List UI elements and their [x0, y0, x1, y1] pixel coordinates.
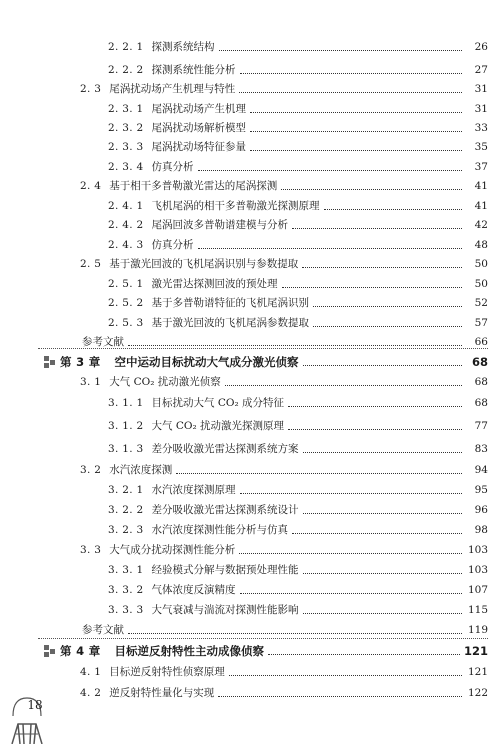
toc-entry-page: 27 [474, 64, 488, 76]
leader-dots [302, 266, 462, 268]
toc-entry-page: 94 [474, 464, 488, 476]
toc-entry-number: 2. 5. 1 [108, 278, 144, 290]
toc-entry-title: 探测系统性能分析 [151, 64, 236, 76]
leader-dots [303, 451, 463, 453]
toc-entry-page: 83 [474, 443, 488, 455]
toc-entry-title: 尾涡回波多普勒谱建模与分析 [151, 219, 288, 231]
leader-dots [292, 532, 462, 534]
toc-chapter-title: 目标逆反射特性主动成像侦察 [114, 644, 265, 658]
leader-dots [288, 405, 462, 407]
toc-chapter-page: 121 [463, 644, 488, 658]
separator [38, 638, 488, 639]
toc-entry-title: 尾涡扰动场解析模型 [151, 122, 246, 134]
toc-entry-title: 大气成分扰动探测性能分析 [109, 544, 236, 556]
toc-entry-title: 水汽浓度探测原理 [151, 484, 236, 496]
toc-entry-number: 3. 3. 2 [108, 584, 144, 596]
leader-dots [313, 305, 462, 307]
separator [38, 348, 488, 349]
toc-entry-number: 3. 2 [80, 464, 102, 476]
toc-entry-title: 大气衰减与湍流对探测性能影响 [151, 604, 299, 616]
toc-entry-page: 33 [474, 122, 488, 134]
toc-entry-page: 37 [474, 161, 488, 173]
toc-entry-page: 48 [474, 239, 488, 251]
toc-entry[interactable] [108, 519, 488, 541]
toc-entry-number: 2. 3 [80, 83, 102, 95]
page-number: 18 [27, 698, 43, 712]
leader-dots [240, 592, 463, 594]
toc-chapter-title: 空中运动目标扰动大气成分激光侦察 [114, 355, 299, 369]
toc-entry-title: 基于激光回波的飞机尾涡参数提取 [151, 317, 309, 329]
toc-entry-title: 目标逆反射特性侦察原理 [109, 666, 225, 678]
toc-entry-number: 3. 1. 2 [108, 420, 144, 432]
leader-dots [303, 572, 463, 574]
toc-entry-number: 2. 3. 1 [108, 103, 144, 115]
toc-entry-page: 31 [474, 83, 488, 95]
leader-dots [268, 653, 460, 655]
leader-dots [239, 552, 462, 554]
leader-dots [198, 169, 463, 171]
toc-references[interactable] [82, 331, 488, 353]
toc-entry-title: 尾涡扰动场特征参量 [151, 141, 246, 153]
leader-dots [128, 344, 462, 346]
toc-entry-number: 2. 5. 2 [108, 297, 144, 309]
toc-entry-number: 2. 3. 2 [108, 122, 144, 134]
toc-section[interactable] [80, 682, 488, 704]
toc-chapter-number: 第 3 章 [60, 355, 101, 369]
toc-entry-title: 探测系统结构 [151, 41, 215, 53]
toc-entry-page: 50 [474, 278, 488, 290]
leader-dots [250, 111, 462, 113]
leader-dots [282, 286, 463, 288]
toc-entry-page: 66 [474, 336, 488, 348]
leader-dots [288, 428, 462, 430]
toc-entry-title: 水汽浓度探测性能分析与仿真 [151, 524, 288, 536]
toc-section[interactable] [80, 459, 488, 481]
toc-entry-title: 仿真分析 [151, 161, 194, 173]
toc-entry[interactable] [108, 292, 488, 314]
toc-entry-title: 尾涡扰动场产生机理与特性 [109, 83, 236, 95]
toc-entry-number: 3. 1 [80, 376, 102, 388]
toc-entry[interactable] [108, 214, 488, 236]
chapter-bullet-icon [44, 356, 58, 368]
toc-entry-number: 4. 1 [80, 666, 102, 678]
leader-dots [303, 512, 463, 514]
toc-entry-page: 96 [474, 504, 488, 516]
toc-entry-title: 气体浓度反演精度 [151, 584, 236, 596]
toc-entry[interactable] [108, 499, 488, 521]
toc-entry-page: 98 [474, 524, 488, 536]
toc-entry-page: 57 [474, 317, 488, 329]
toc-entry-title: 差分吸收激光雷达探测系统方案 [151, 443, 299, 455]
toc-entry-number: 3. 1. 3 [108, 443, 144, 455]
toc-entry-number: 2. 3. 4 [108, 161, 144, 173]
toc-entry-number: 2. 4. 2 [108, 219, 144, 231]
toc-entry-number: 3. 2. 2 [108, 504, 144, 516]
leader-dots [225, 384, 462, 386]
toc-section[interactable] [80, 175, 488, 197]
leader-dots [281, 188, 462, 190]
leader-dots [313, 325, 462, 327]
toc-section[interactable] [80, 539, 488, 561]
toc-entry-number: 2. 5. 3 [108, 317, 144, 329]
toc-entry-page: 103 [467, 564, 488, 576]
toc-entry-page: 52 [474, 297, 488, 309]
leader-dots [324, 208, 463, 210]
leader-dots [218, 695, 462, 697]
leader-dots [292, 227, 462, 229]
leader-dots [128, 632, 462, 634]
toc-entry-title: 水汽浓度探测 [109, 464, 173, 476]
toc-entry[interactable] [108, 579, 488, 601]
leader-dots [303, 612, 463, 614]
toc-entry-title: 经验模式分解与数据预处理性能 [151, 564, 299, 576]
toc-entry-page: 50 [474, 258, 488, 270]
toc-entry[interactable] [108, 559, 488, 581]
leader-dots [250, 130, 462, 132]
toc-entry-number: 2. 2. 1 [108, 41, 144, 53]
leader-dots [240, 492, 463, 494]
toc-entry-title: 激光雷达探测回波的预处理 [151, 278, 278, 290]
toc-entry-number: 3. 3. 1 [108, 564, 144, 576]
leader-dots [229, 674, 462, 676]
leader-dots [240, 72, 463, 74]
toc-entry-number: 2. 4 [80, 180, 102, 192]
toc-entry-title: 尾涡扰动场产生机理 [151, 103, 246, 115]
toc-entry-title: 参考文献 [82, 624, 124, 636]
toc-entry-page: 41 [474, 180, 488, 192]
leader-dots [250, 149, 462, 151]
toc-entry-page: 41 [474, 200, 488, 212]
toc-entry-title: 差分吸收激光雷达探测系统设计 [151, 504, 299, 516]
toc-entry-number: 2. 2. 2 [108, 64, 144, 76]
toc-entry-number: 2. 4. 3 [108, 239, 144, 251]
toc-entry-number: 3. 3 [80, 544, 102, 556]
toc-entry-page: 68 [474, 397, 488, 409]
toc-entry-number: 3. 2. 3 [108, 524, 144, 536]
toc-section[interactable] [80, 661, 488, 683]
toc-entry[interactable] [108, 136, 488, 158]
toc-entry-number: 3. 3. 3 [108, 604, 144, 616]
toc-entry-page: 103 [467, 544, 488, 556]
toc-entry-page: 107 [467, 584, 488, 596]
leader-dots [176, 472, 462, 474]
leader-dots [239, 91, 462, 93]
toc-entry-title: 基于多普勒谱特征的飞机尾涡识别 [151, 297, 309, 309]
toc-entry[interactable] [108, 415, 488, 437]
toc-entry-number: 2. 5 [80, 258, 102, 270]
toc-entry-page: 95 [474, 484, 488, 496]
toc-entry-title: 基于激光回波的飞机尾涡识别与参数提取 [109, 258, 299, 270]
toc-entry-title: 大气 CO₂ 扰动激光探测原理 [151, 420, 285, 432]
toc-entry-page: 35 [474, 141, 488, 153]
toc-entry-number: 2. 4. 1 [108, 200, 144, 212]
toc-entry-page: 119 [467, 624, 488, 636]
toc-chapter[interactable] [60, 351, 488, 373]
leader-dots [219, 49, 463, 51]
toc-section[interactable] [80, 78, 488, 100]
toc-entry-page: 121 [467, 666, 488, 678]
toc-chapter-page: 68 [471, 355, 488, 369]
toc-entry[interactable] [108, 392, 488, 414]
toc-entry-number: 3. 2. 1 [108, 484, 144, 496]
toc-entry-page: 122 [467, 687, 488, 699]
chapter-bullet-icon [44, 645, 58, 657]
toc-entry-number: 2. 3. 3 [108, 141, 144, 153]
toc-entry-page: 42 [474, 219, 488, 231]
toc-entry-title: 逆反射特性量化与实现 [109, 687, 215, 699]
toc-entry-page: 26 [474, 41, 488, 53]
toc-entry-number: 3. 1. 1 [108, 397, 144, 409]
page-footer [10, 696, 44, 744]
toc-entry-page: 115 [467, 604, 488, 616]
toc-entry-title: 目标扰动大气 CO₂ 成分特征 [151, 397, 285, 409]
toc-entry[interactable] [108, 438, 488, 460]
toc-entry-title: 飞机尾涡的相干多普勒激光探测原理 [151, 200, 320, 212]
toc-section[interactable] [80, 371, 488, 393]
toc-entry[interactable] [108, 599, 488, 621]
toc-entry-title: 基于相干多普勒激光雷达的尾涡探测 [109, 180, 278, 192]
toc-section[interactable] [80, 253, 488, 275]
toc-entry-number: 4. 2 [80, 687, 102, 699]
toc-entry[interactable] [108, 36, 488, 58]
toc-entry-page: 31 [474, 103, 488, 115]
toc-entry-page: 68 [474, 376, 488, 388]
toc-entry-title: 大气 CO₂ 扰动激光侦察 [109, 376, 221, 388]
toc-entry[interactable] [108, 479, 488, 501]
toc-entry-page: 77 [474, 420, 488, 432]
leader-dots [303, 364, 462, 366]
toc-chapter-number: 第 4 章 [60, 644, 101, 658]
toc-entry-title: 仿真分析 [151, 239, 194, 251]
toc-chapter[interactable] [60, 640, 488, 662]
toc-entry-title: 参考文献 [82, 336, 124, 348]
leader-dots [198, 247, 463, 249]
